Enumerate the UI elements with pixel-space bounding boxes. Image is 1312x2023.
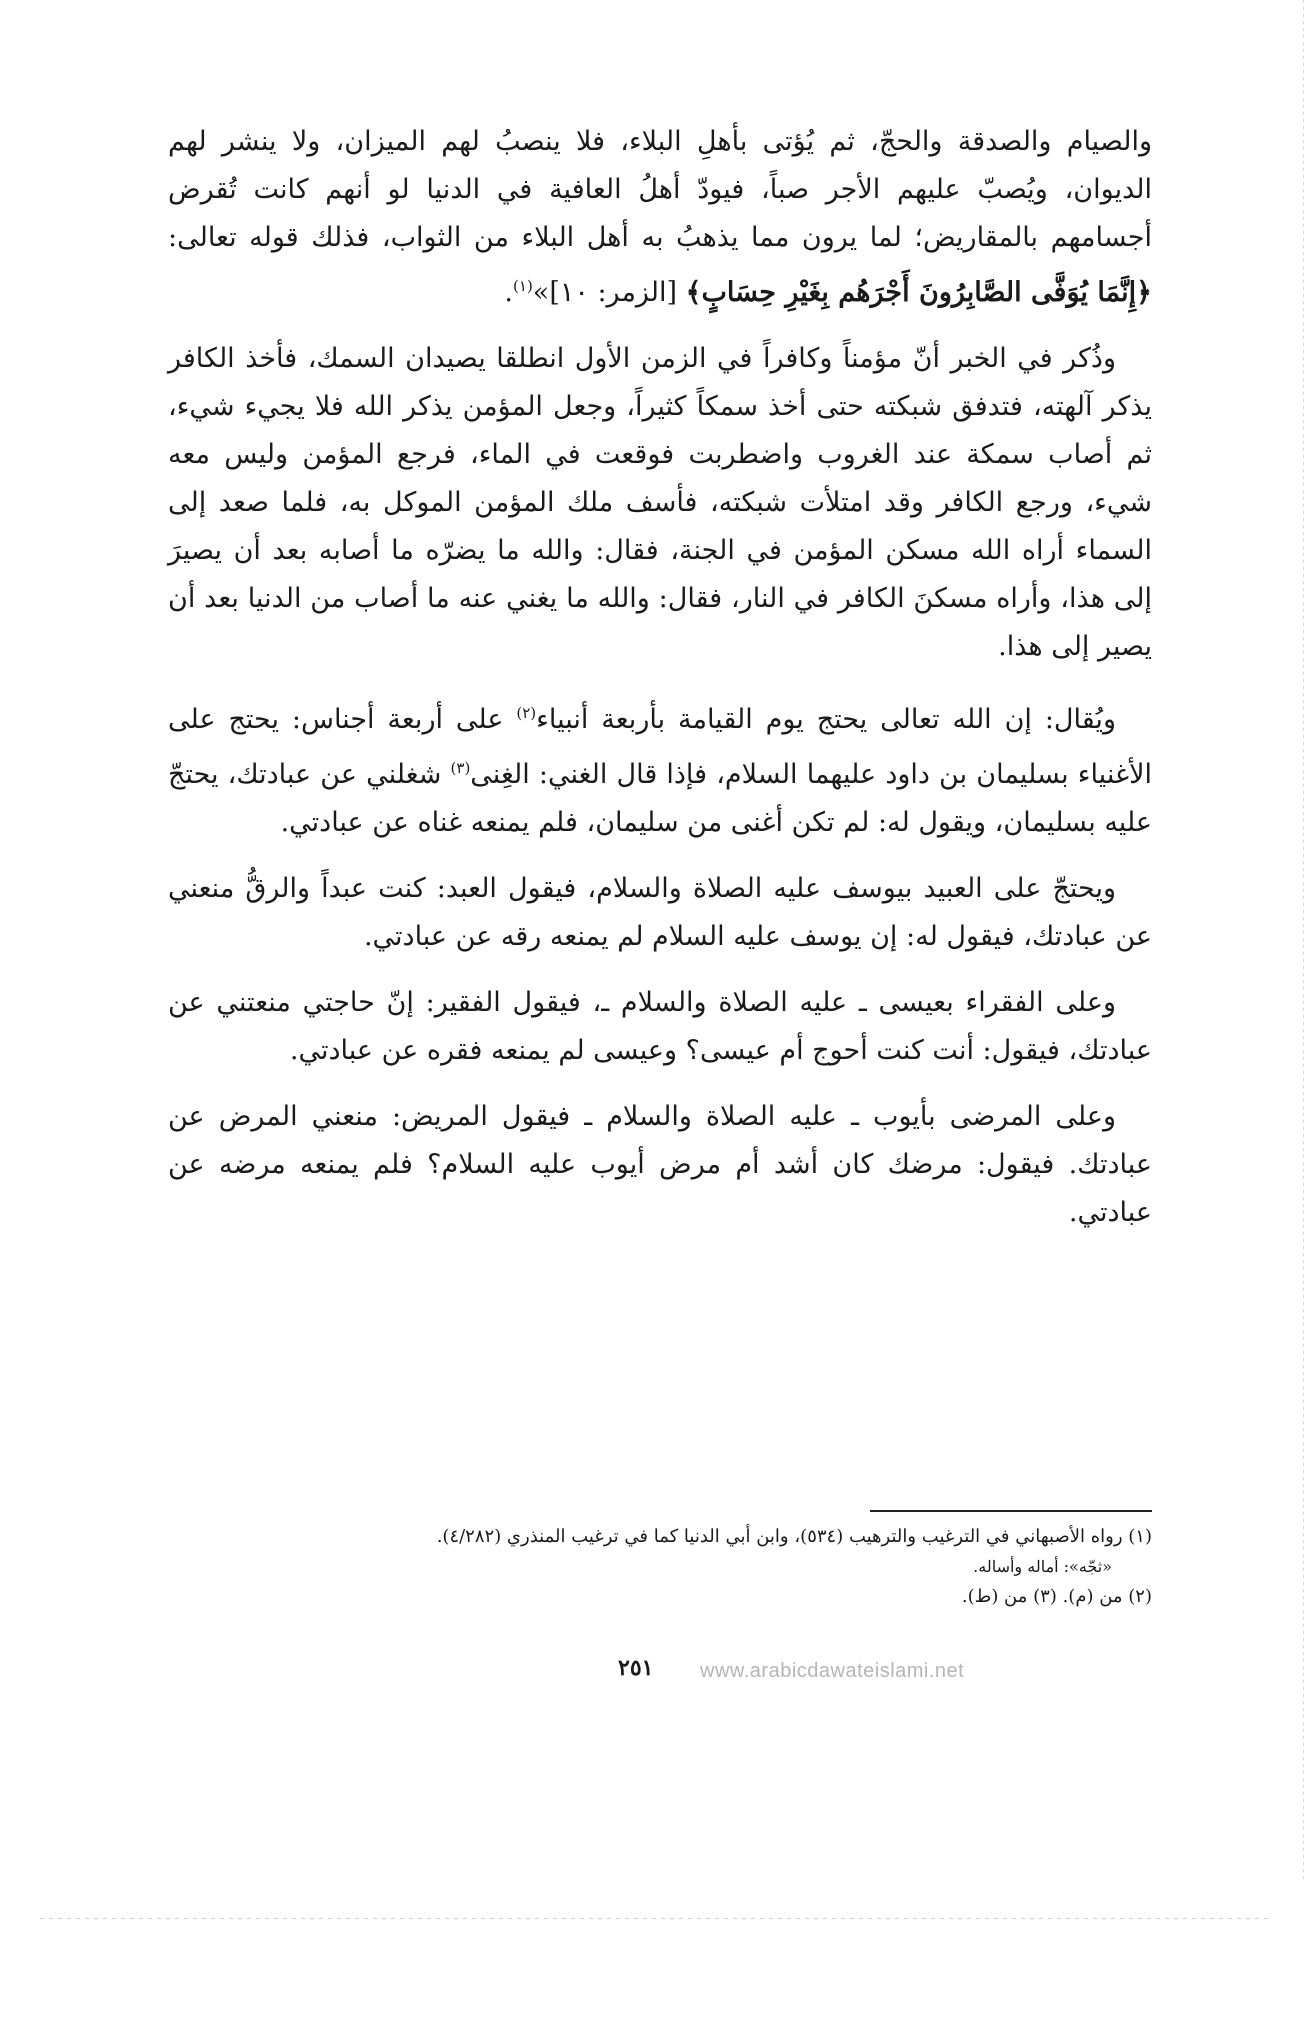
paragraph-3-text-a: ويُقال: إن الله تعالى يحتج يوم القيامة بأربعة أنبياء [536, 704, 1116, 735]
scan-bottom-line [40, 1918, 1270, 1919]
footnote-1-gloss: «ثجّه»: أماله وأساله. [973, 1557, 1112, 1576]
paragraph-4 [168, 865, 1152, 961]
footnote-2-3: (٢) من (م). (٣) من (ط). [961, 1586, 1152, 1607]
paragraph-3 [168, 689, 1152, 847]
paragraph-5 [168, 979, 1152, 1075]
footnote-divider [870, 1510, 1152, 1512]
paragraph-2 [168, 335, 1152, 671]
paragraph-3-text-b: على أربعة أجناس: يحتج على الأغنياء بسليمان بن داود عليهما السلام، فإذا قال الغني: الغِنى [168, 704, 1152, 790]
footnote-ref-2: (٢) [516, 704, 537, 722]
scan-edge-line [1303, 0, 1304, 1880]
footnote-ref-3: (٣) [450, 759, 471, 777]
paragraph-6 [168, 1093, 1152, 1237]
paragraph-5-text: وعلى الفقراء بعيسى ـ عليه الصلاة والسلام ـ، فيقول الفقير: إنّ حاجتي منعتني عن عبادتك، فيقول: أنت كنت أحوج أم عيسى؟ وعيسى لم يمنعه فقره عن عبادتي. [168, 987, 1152, 1066]
paragraph-6-text: وعلى المرضى بأيوب ـ عليه الصلاة والسلام ـ فيقول المريض: منعني المرض عن عبادتك. فيقول: مرضك كان أشد أم مرض أيوب عليه السلام؟ فلم يمنعه مرضه عن عبادتي. [168, 1101, 1152, 1228]
verse-reference: [الزمر: ١٠]» [532, 277, 678, 308]
paragraph-3-text-c: شغلني عن عبادتك، يحتجّ عليه بسليمان، ويقول له: لم تكن أغنى من سليمان، فلم يمنعه غناه عن عبادتي. [168, 759, 1152, 838]
quran-verse: ﴿إِنَّمَا يُوَفَّى الصَّابِرُونَ أَجْرَهُم بِغَيْرِ حِسَابٍ﴾ [685, 277, 1152, 308]
footnotes [168, 1522, 1152, 1612]
paragraph-1: والصيام والصدقة والحجّ، ثم يُؤتى بأهلِ البلاء، فلا ينصبُ لهم الميزان، ولا ينشر لهم الديوان، ويُصبّ عليهم الأجر صباً، فيودّ أهلُ العافية في الدنيا لو أنهم كانت تُقرض أجسامهم بالمقاريض؛ لما يرون مما يذهبُ به أهل البلاء من الثواب، فذلك قوله تعالى: ﴿إِنَّمَا يُوَفَّى الصَّابِرُونَ أَجْرَهُم بِغَيْرِ حِسَابٍ﴾ [الزمر: ١٠]»$^{(١)}$. [168, 126, 1152, 308]
footnote-1: (١) رواه الأصبهاني في الترغيب والترهيب (٥٣٤)، وابن أبي الدنيا كما في ترغيب المنذري (٤/٢٨٢). [436, 1526, 1152, 1547]
paragraph-4-text: ويحتجّ على العبيد بيوسف عليه الصلاة والسلام، فيقول العبد: كنت عبداً والرقُّ منعني عن عبادتك، فيقول له: إن يوسف عليه السلام لم يمنعه رقه عن عبادتي. [168, 873, 1152, 952]
watermark-url: www.arabicdawateislami.net [700, 1660, 965, 1682]
main-text [168, 118, 1152, 1255]
page-number: ٢٥١ [618, 1655, 654, 1681]
paragraph-2-text: وذُكر في الخبر أنّ مؤمناً وكافراً في الزمن الأول انطلقا يصيدان السمك، فأخذ الكافر يذكر آلهته، فتدفق شبكته حتى أخذ سمكاً كثيراً، وجعل المؤمن يذكر الله فلا يجيء شيء، ثم أصاب سمكة عند الغروب واضطربت فوقعت في الماء، فرجع المؤمن وليس معه شيء، ورجع الكافر وقد امتلأت شبكته، فأسف ملك المؤمن الموكل به، فلما صعد إلى السماء أراه الله مسكن المؤمن في الجنة، فقال: والله ما يضرّه ما أصابه بعد أن يصيرَ إلى هذا، وأراه مسكنَ الكافر في النار، فقال: والله ما يغني عنه ما أصاب من الدنيا بعد أن يصير إلى هذا. [168, 343, 1152, 662]
paragraph-1-text: والصيام والصدقة والحجّ، ثم يُؤتى بأهلِ البلاء، فلا ينصبُ لهم الميزان، ولا ينشر لهم الديوان، ويُصبّ عليهم الأجر صباً، فيودّ أهلُ العافية في الدنيا لو أنهم كانت تُقرض أجسامهم بالمقاريض؛ لما يرون مما يذهبُ به أهل البلاء من الثواب، فذلك قوله تعالى: [168, 126, 1152, 253]
footnote-ref-1: (١) [513, 277, 533, 295]
